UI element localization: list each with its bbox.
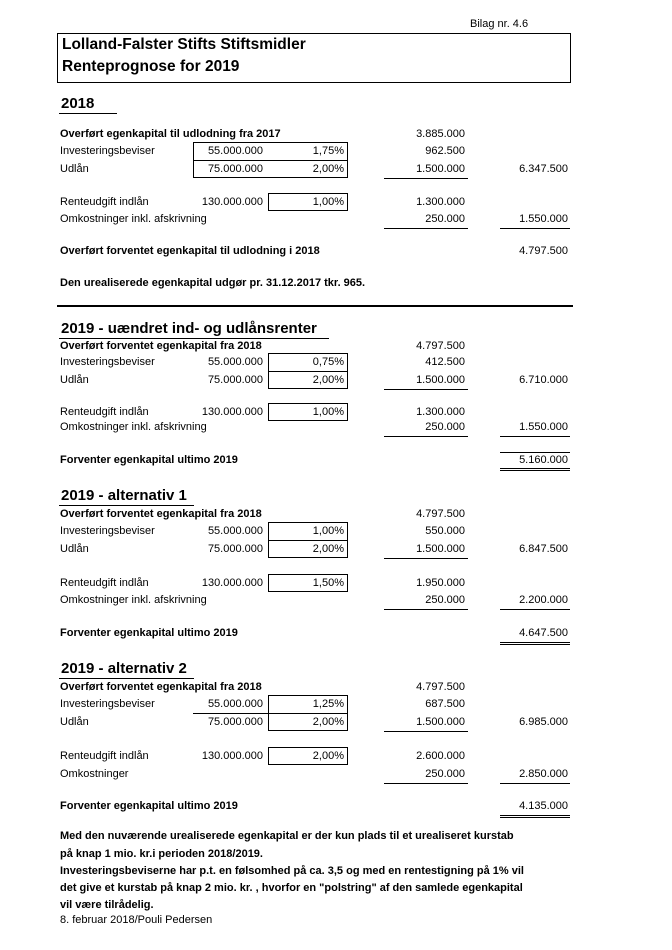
s2019b-loan-amount: 75.000.000 bbox=[207, 543, 263, 555]
s2019c-loan-rate: 2,00% bbox=[312, 716, 344, 728]
s2019a-interest-rate: 1,00% bbox=[312, 406, 344, 418]
s2019b-carried-label: Overført forventet egenkapital fra 2018 bbox=[60, 508, 262, 520]
s2019a-costs-label: Omkostninger inkl. afskrivning bbox=[60, 421, 207, 433]
s2019a-interest-label: Renteudgift indlån bbox=[60, 406, 149, 418]
s2019a-loan-total: 6.710.000 bbox=[519, 374, 568, 386]
s2018-interest-label: Renteudgift indlån bbox=[60, 196, 149, 208]
s2019a-loan-amount: 75.000.000 bbox=[207, 374, 263, 386]
s2019a-loan-value: 1.500.000 bbox=[416, 374, 465, 386]
s2019b-interest-rate: 1,50% bbox=[312, 577, 344, 589]
s2019c-carried-label: Overført forventet egenkapital fra 2018 bbox=[60, 681, 262, 693]
s2019c-costs-total: 2.850.000 bbox=[519, 768, 568, 780]
s2018-loan-total: 6.347.500 bbox=[519, 163, 568, 175]
s2019b-costs-total: 2.200.000 bbox=[519, 594, 568, 606]
s2018-carried-value: 3.885.000 bbox=[416, 128, 465, 140]
s2019c-inv-label: Investeringsbeviser bbox=[60, 698, 155, 710]
s2019b-loan-value: 1.500.000 bbox=[416, 543, 465, 555]
section-2018-heading: 2018 bbox=[61, 95, 95, 112]
s2018-loan-label: Udlån bbox=[60, 163, 89, 175]
footer-line-3: Investeringsbeviserne har p.t. en følsomhed på ca. 3,5 og med en rentestigning på 1% vil bbox=[60, 865, 524, 877]
s2019c-loan-label: Udlån bbox=[60, 716, 89, 728]
section-2019a-heading: 2019 - uændret ind- og udlånsrenter bbox=[61, 320, 317, 337]
bilag-number: Bilag nr. 4.6 bbox=[470, 18, 529, 30]
s2018-loan-value: 1.500.000 bbox=[416, 163, 465, 175]
s2018-interest-value: 1.300.000 bbox=[416, 196, 465, 208]
footer-signature: 8. februar 2018/Pouli Pedersen bbox=[60, 914, 213, 926]
s2019c-interest-amount: 130.000.000 bbox=[201, 750, 263, 762]
s2019c-carried-value: 4.797.500 bbox=[416, 681, 465, 693]
s2019c-result-label: Forventer egenkapital ultimo 2019 bbox=[60, 800, 238, 812]
s2019a-result-value: 5.160.000 bbox=[519, 454, 568, 466]
s2019c-costs-value: 250.000 bbox=[425, 768, 465, 780]
title-line-2: Renteprognose for 2019 bbox=[62, 58, 240, 75]
s2018-carried-label: Overført egenkapital til udlodning fra 2017 bbox=[60, 128, 281, 140]
title-line-1: Lolland-Falster Stifts Stiftsmidler bbox=[62, 36, 306, 53]
s2019b-result-label: Forventer egenkapital ultimo 2019 bbox=[60, 627, 238, 639]
s2018-inv-rate: 1,75% bbox=[312, 145, 344, 157]
s2019b-loan-label: Udlån bbox=[60, 543, 89, 555]
s2019a-loan-rate: 2,00% bbox=[312, 374, 344, 386]
s2019c-loan-total: 6.985.000 bbox=[519, 716, 568, 728]
s2019b-loan-total: 6.847.500 bbox=[519, 543, 568, 555]
footer-line-2: på knap 1 mio. kr.i perioden 2018/2019. bbox=[60, 848, 263, 860]
s2019b-loan-rate: 2,00% bbox=[312, 543, 344, 555]
s2019c-loan-value: 1.500.000 bbox=[416, 716, 465, 728]
s2019c-inv-rate: 1,25% bbox=[312, 698, 344, 710]
s2018-interest-amount: 130.000.000 bbox=[201, 196, 263, 208]
section-2018-underline bbox=[59, 113, 117, 114]
footer-line-4: det give et kurstab på knap 2 mio. kr. , hvorfor en "polstring" af den samlede egenkapital bbox=[60, 882, 523, 894]
section-2019c-heading: 2019 - alternativ 2 bbox=[61, 660, 187, 677]
s2019b-costs-value: 250.000 bbox=[425, 594, 465, 606]
footer-line-1: Med den nuværende urealiserede egenkapital er der kun plads til et urealiseret kurstab bbox=[60, 830, 514, 842]
s2019b-inv-value: 550.000 bbox=[425, 525, 465, 537]
s2019a-costs-value: 250.000 bbox=[425, 421, 465, 433]
s2018-loan-rate: 2,00% bbox=[312, 163, 344, 175]
s2019c-inv-value: 687.500 bbox=[425, 698, 465, 710]
s2018-costs-label: Omkostninger inkl. afskrivning bbox=[60, 213, 207, 225]
s2019c-interest-label: Renteudgift indlån bbox=[60, 750, 149, 762]
section-2019b-heading: 2019 - alternativ 1 bbox=[61, 487, 187, 504]
s2018-result-label: Overført forventet egenkapital til udlodning i 2018 bbox=[60, 245, 320, 257]
s2019c-costs-label: Omkostninger bbox=[60, 768, 129, 780]
s2019b-interest-value: 1.950.000 bbox=[416, 577, 465, 589]
s2019a-costs-total: 1.550.000 bbox=[519, 421, 568, 433]
s2018-note: Den urealiserede egenkapital udgør pr. 31.12.2017 tkr. 965. bbox=[60, 277, 366, 289]
s2019c-interest-rate: 2,00% bbox=[312, 750, 344, 762]
s2019a-loan-label: Udlån bbox=[60, 374, 89, 386]
s2019c-inv-amount: 55.000.000 bbox=[207, 698, 263, 710]
section-divider bbox=[57, 305, 573, 307]
s2019b-inv-label: Investeringsbeviser bbox=[60, 525, 155, 537]
s2019c-loan-amount: 75.000.000 bbox=[207, 716, 263, 728]
s2019b-inv-amount: 55.000.000 bbox=[207, 525, 263, 537]
s2018-costs-total: 1.550.000 bbox=[519, 213, 568, 225]
s2018-inv-label: Investeringsbeviser bbox=[60, 145, 155, 157]
s2019a-result-label: Forventer egenkapital ultimo 2019 bbox=[60, 454, 238, 466]
s2018-inv-amount: 55.000.000 bbox=[207, 145, 263, 157]
s2019a-interest-value: 1.300.000 bbox=[416, 406, 465, 418]
s2019c-interest-value: 2.600.000 bbox=[416, 750, 465, 762]
s2019b-result-value: 4.647.500 bbox=[519, 627, 568, 639]
s2019a-carried-label: Overført forventet egenkapital fra 2018 bbox=[60, 340, 262, 352]
s2019a-inv-amount: 55.000.000 bbox=[207, 356, 263, 368]
s2019b-inv-rate: 1,00% bbox=[312, 525, 344, 537]
s2019b-interest-label: Renteudgift indlån bbox=[60, 577, 149, 589]
s2019a-interest-amount: 130.000.000 bbox=[201, 406, 263, 418]
s2019b-costs-label: Omkostninger inkl. afskrivning bbox=[60, 594, 207, 606]
s2019c-result-value: 4.135.000 bbox=[519, 800, 568, 812]
s2019a-carried-value: 4.797.500 bbox=[416, 340, 465, 352]
s2018-loan-amount: 75.000.000 bbox=[207, 163, 263, 175]
footer-line-5: vil være tilrådelig. bbox=[60, 899, 154, 911]
s2018-inv-value: 962.500 bbox=[425, 145, 465, 157]
s2019a-inv-rate: 0,75% bbox=[312, 356, 344, 368]
s2018-result-value: 4.797.500 bbox=[519, 245, 568, 257]
s2018-costs-value: 250.000 bbox=[425, 213, 465, 225]
s2018-interest-rate: 1,00% bbox=[312, 196, 344, 208]
s2019b-carried-value: 4.797.500 bbox=[416, 508, 465, 520]
s2019b-interest-amount: 130.000.000 bbox=[201, 577, 263, 589]
s2019a-inv-label: Investeringsbeviser bbox=[60, 356, 155, 368]
s2019a-inv-value: 412.500 bbox=[425, 356, 465, 368]
